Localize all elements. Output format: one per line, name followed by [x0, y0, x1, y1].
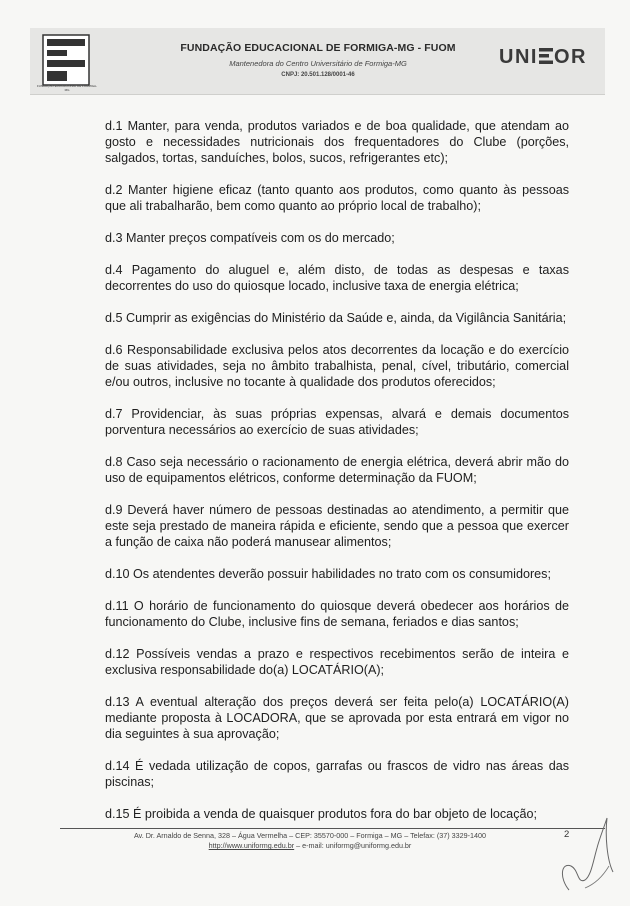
uniformg-brand [499, 46, 587, 69]
clause-d4: d.4 Pagamento do aluguel e, além disto, de todas as despesas e taxas decorrentes do uso do quiosque locado, inclusive taxa de energia elétrica; [105, 263, 569, 293]
footer-website-link[interactable]: http://www.uniformg.edu.br [208, 841, 295, 850]
signature-initials [555, 800, 623, 901]
clause-d5: d.5 Cumprir as exigências do Ministério da Saúde e, ainda, da Vigilância Sanitária; [105, 311, 567, 325]
clause-d2: d.2 Manter higiene eficaz (tanto quanto aos produtos, como quanto às pessoas que ali trabalharão, bem como quanto ao próprio local de trabalho); [105, 183, 569, 213]
organization-subtitle: Mantenedora do Centro Universitário de Formiga-MG [229, 59, 407, 68]
letterhead [30, 28, 605, 95]
footer-email: – e-mail: uniformg@uniformg.edu.br [294, 841, 412, 850]
clause-d12: d.12 Possíveis vendas a prazo e respectivos recebimentos serão de inteira e exclusiva responsabilidade do(a) LOCATÁRIO(A); [105, 647, 569, 677]
footer-address: Av. Dr. Arnaldo de Senna, 328 – Água Vermelha – CEP: 35570-000 – Formiga – MG – Telefax: (37) 3329-1400 [133, 831, 486, 840]
clause-d3: d.3 Manter preços compatíveis com os do mercado; [105, 231, 395, 245]
contract-clauses [105, 118, 569, 838]
clause-d6: d.6 Responsabilidade exclusiva pelos atos decorrentes da locação e do exercício de suas atividades, seja no âmbito trabalhista, penal, cível, tributário, comercial e/ou outros, inclusive no tocante à qualidade dos produtos oferecidos; [105, 343, 569, 389]
clause-d9: d.9 Deverá haver número de pessoas destinadas ao atendimento, a permitir que este seja prestado de maneira rápida e eficiente, sendo que a pessoa que exercer a função de caixa não poderá manusear alimentos; [105, 503, 569, 549]
organization-cnpj: CNPJ: 20.501.128/0001-46 [281, 72, 355, 78]
logo-caption: FUNDAÇÃO EDUCACIONAL DE FORMIGA-MG [36, 84, 98, 92]
clause-d11: d.11 O horário de funcionamento do quiosque deverá obedecer aos horários de funcionamento do Clube, inclusive fins de semana, feriados e dias santos; [105, 599, 569, 629]
clause-d14: d.14 É vedada utilização de copos, garrafas ou frascos de vidro nas áreas das piscinas; [105, 759, 569, 789]
clause-d15: d.15 É proibida a venda de quaisquer produtos fora do bar objeto de locação; [105, 807, 537, 821]
clause-d1: d.1 Manter, para venda, produtos variados e de boa qualidade, que atendam ao gosto e necessidades nutricionais dos frequentadores do Clube (porções, salgados, tortas, sanduíches, bolos, sucos, refrigerantes etc); [105, 119, 569, 165]
fuom-logo-icon [42, 34, 90, 86]
footer-contact [60, 841, 560, 851]
clause-d10: d.10 Os atendentes deverão possuir habilidades no trato com os consumidores; [105, 567, 551, 581]
page-number: 2 [564, 829, 570, 840]
brand-f-mark-icon [539, 47, 553, 63]
brand-right-text: OR [554, 46, 587, 68]
organization-block [148, 42, 488, 78]
clause-d7: d.7 Providenciar, às suas próprias expensas, alvará e demais documentos porventura necessários ao exercício de suas atividades; [105, 407, 569, 437]
footer [60, 831, 560, 851]
brand-left-text: UNI [499, 46, 538, 68]
organization-name: FUNDAÇÃO EDUCACIONAL DE FORMIGA-MG - FUOM [180, 42, 456, 54]
clause-d8: d.8 Caso seja necessário o racionamento de energia elétrica, deverá abrir mão do uso de equipamentos elétricos, conforme determinação da FUOM; [105, 455, 569, 485]
footer-divider [60, 828, 605, 829]
clause-d13: d.13 A eventual alteração dos preços deverá ser feita pelo(a) LOCATÁRIO(A) mediante proposta à LOCADORA, que se aprovada por esta entrará em vigor no dia seguintes à sua aprovação; [105, 695, 569, 741]
